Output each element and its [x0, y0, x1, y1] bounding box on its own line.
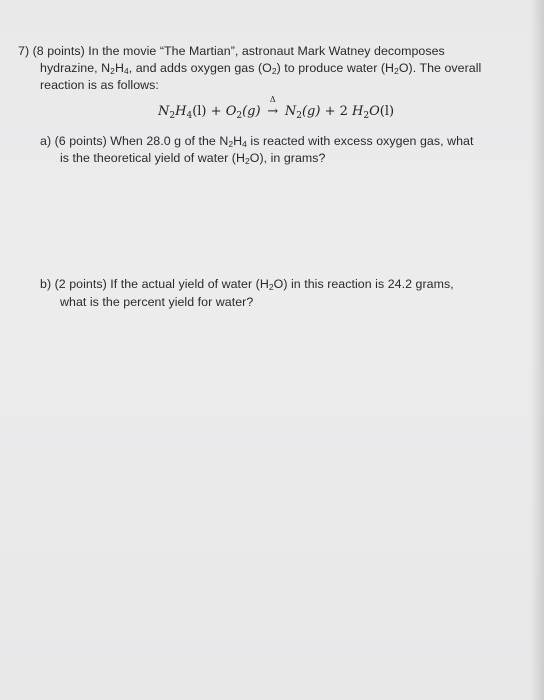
eq-coefficient: 2 — [339, 104, 348, 119]
part-b-text-segment: what is the percent yield for water? — [60, 295, 254, 309]
eq-plus: + — [210, 104, 222, 119]
eq-subscript: 2 — [169, 111, 176, 121]
reaction-arrow-icon: → — [267, 104, 279, 119]
eq-state-gas: (g) — [301, 104, 321, 119]
eq-state-gas: (g) — [242, 104, 261, 119]
eq-h: H — [175, 104, 187, 119]
intro-text-segment: , and adds oxygen gas (O — [128, 61, 272, 75]
intro-text-segment: H — [114, 61, 124, 75]
chemical-equation — [158, 95, 395, 121]
eq-o: O — [369, 104, 380, 119]
eq-subscript: 2 — [296, 111, 302, 121]
intro-text-segment: hydrazine, N — [40, 61, 111, 75]
subscript: 4 — [242, 139, 247, 149]
eq-subscript: 4 — [186, 111, 193, 121]
part-a-line-2 — [60, 150, 325, 169]
subscript: 2 — [268, 282, 274, 292]
delta-symbol: Δ — [269, 95, 276, 104]
intro-text-segment: ) to produce water (H — [276, 61, 395, 75]
part-b-label: b) — [40, 277, 52, 291]
subscript: 2 — [271, 66, 277, 76]
eq-n: N — [284, 104, 297, 119]
part-b-line-1 — [40, 276, 454, 295]
subscript: 2 — [228, 139, 234, 149]
intro-text-segment: reaction is as follows: — [40, 78, 159, 92]
question-intro-text-1: (8 points) In the movie “The Martian”, astronaut Mark Watney decomposes — [32, 44, 445, 58]
page-edge-shadow — [530, 0, 544, 700]
subscript: 4 — [123, 66, 129, 76]
subscript: 2 — [245, 156, 250, 166]
eq-subscript: 2 — [363, 111, 370, 121]
eq-state-liquid: (l) — [192, 104, 207, 119]
eq-h: H — [352, 104, 364, 119]
subscript: 2 — [394, 66, 399, 76]
subscript: 2 — [110, 66, 115, 76]
part-a-text-segment: O), in grams? — [249, 151, 326, 165]
heat-arrow — [265, 95, 281, 119]
question-7-line-3 — [40, 77, 159, 93]
part-a-text-segment: (6 points) When 28.0 g of the N — [54, 134, 229, 148]
part-a-label: a) — [40, 134, 52, 148]
part-b-text-segment: (2 points) If the actual yield of water (H — [54, 277, 269, 291]
part-a-text-segment: is the theoretical yield of water (H — [60, 151, 245, 165]
part-a-text-segment: is reacted with excess oxygen gas, what — [246, 134, 474, 148]
eq-n: N — [158, 104, 170, 119]
part-b-line-2 — [60, 294, 253, 310]
eq-plus: + — [324, 104, 336, 119]
eq-subscript: 2 — [236, 111, 243, 121]
part-b-text-segment: O) in this reaction is 24.2 grams, — [273, 277, 454, 291]
eq-state-liquid: (l) — [379, 104, 395, 119]
question-number: 7) — [18, 44, 30, 58]
part-a-text-segment: H — [233, 134, 243, 148]
question-7-line-1 — [18, 43, 445, 59]
intro-text-segment: O). The overall — [398, 61, 482, 75]
eq-o: O — [225, 104, 237, 119]
